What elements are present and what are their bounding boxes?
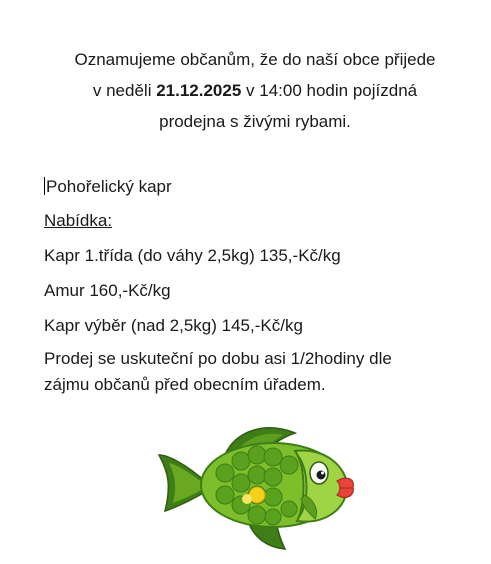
intro-line-2-start: v neděli — [92, 81, 157, 100]
announcement-intro — [20, 44, 490, 137]
fish-icon — [155, 415, 355, 555]
sale-note-line-1: Prodej se uskuteční po dobu asi 1/2hodiny dle — [44, 349, 392, 368]
offer-item-2: Amur 160,-Kč/kg — [44, 281, 171, 300]
intro-line-2 — [20, 75, 490, 106]
sale-note-line-2: zájmu občanů před obecním úřadem. — [44, 375, 326, 394]
offer-heading: Nabídka: — [44, 211, 113, 230]
offer-item-1: Kapr 1.třída (do váhy 2,5kg) 135,-Kč/kg — [44, 246, 341, 265]
origin-text: Pohořelický kapr — [46, 177, 172, 196]
offer-item-3: Kapr výběr (nad 2,5kg) 145,-Kč/kg — [44, 316, 303, 335]
intro-line-3: prodejna s živými rybami. — [159, 112, 351, 131]
intro-line-1: Oznamujeme občanům, že do naší obce přijede — [74, 50, 436, 69]
origin-line — [44, 174, 464, 200]
event-date: 21.12.2025 — [156, 81, 242, 100]
sale-note — [44, 346, 464, 398]
intro-line-2-end: v 14:00 hodin pojízdná — [241, 81, 418, 100]
text-cursor — [44, 177, 45, 195]
